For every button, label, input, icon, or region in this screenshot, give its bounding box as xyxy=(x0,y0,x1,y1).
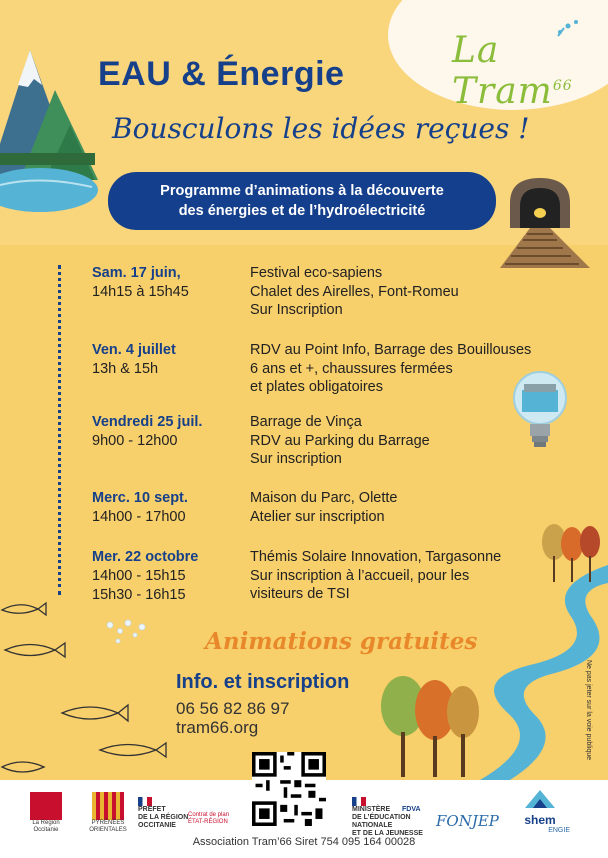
mountain-lake-illustration xyxy=(0,35,100,215)
page-subtitle: Bousculons les idées reçues ! xyxy=(112,112,530,145)
timeline-dots xyxy=(58,265,61,595)
contact-website[interactable]: tram66.org xyxy=(176,718,259,737)
shem-logo: shem ENGIE xyxy=(510,790,570,835)
forest-illustration xyxy=(375,670,485,780)
event-date: Mer. 22 octobre 14h00 - 15h15 15h30 - 16h15 xyxy=(92,549,199,603)
prefet-logo: PRÉFET DE LA RÉGION OCCITANIE xyxy=(138,797,188,830)
event-date: Vendredi 25 juil. 9h00 - 12h00 xyxy=(92,414,203,449)
program-banner xyxy=(108,172,496,230)
fish-illustration xyxy=(0,595,170,780)
lightbulb-dam-illustration xyxy=(510,368,570,458)
fonjep-logo: FONJEP xyxy=(436,812,499,830)
contact-title: Info. et inscription xyxy=(176,671,350,693)
tram66-logo: La Tram$^{66}$ xyxy=(452,30,573,112)
contrat-etat-region-logo: Contrat de plan ÉTAT-RÉGION xyxy=(188,812,230,825)
tunnel-illustration xyxy=(495,168,608,273)
page-title: EAU & Énergie xyxy=(98,55,345,93)
splash-icon xyxy=(554,18,584,38)
fdva-logo: FDVA xyxy=(402,806,421,813)
event-info: Thémis Solaire Innovation, Targasonne Sur inscription à l’accueil, pour les visiteurs de TSI xyxy=(250,549,502,602)
banner-line-2: des énergies et de l’hydroélectricité xyxy=(178,203,426,219)
event-info: Maison du Parc, Olette Atelier sur inscription xyxy=(250,490,398,525)
contact-phone[interactable]: 06 56 82 86 97 xyxy=(176,699,290,718)
trees-illustration xyxy=(540,520,605,590)
vertical-note: Ne pas jeter sur la voie publique xyxy=(585,660,592,761)
free-animations-heading: Animations gratuites xyxy=(205,628,478,655)
association-info: Association Tram’66 Siret 754 095 164 00028 xyxy=(192,836,416,848)
occitanie-logo: La Région Occitanie xyxy=(22,792,70,832)
event-date: Sam. 17 juin, 14h15 à 15h45 xyxy=(92,265,189,300)
event-date: Merc. 10 sept. 14h00 - 17h00 xyxy=(92,490,188,525)
ministere-logo: MINISTÈRE DE L’ÉDUCATION NATIONALE ET DE LA JEUNESSE xyxy=(352,797,423,838)
event-info: RDV au Point Info, Barrage des Bouillouses 6 ans et +, chaussures fermées et plates obligatoires xyxy=(250,342,532,395)
pyrenees-logo: PYRÉNÉES ORIENTALES xyxy=(86,792,130,832)
banner-line-1: Programme d’animations à la découverte xyxy=(160,183,444,199)
event-date: Ven. 4 juillet 13h & 15h xyxy=(92,342,176,377)
event-info: Barrage de Vinça RDV au Parking du Barrage Sur inscription xyxy=(250,414,430,467)
event-info: Festival eco-sapiens Chalet des Airelles, Font-Romeu Sur Inscription xyxy=(250,265,459,318)
qr-code[interactable] xyxy=(252,752,326,826)
